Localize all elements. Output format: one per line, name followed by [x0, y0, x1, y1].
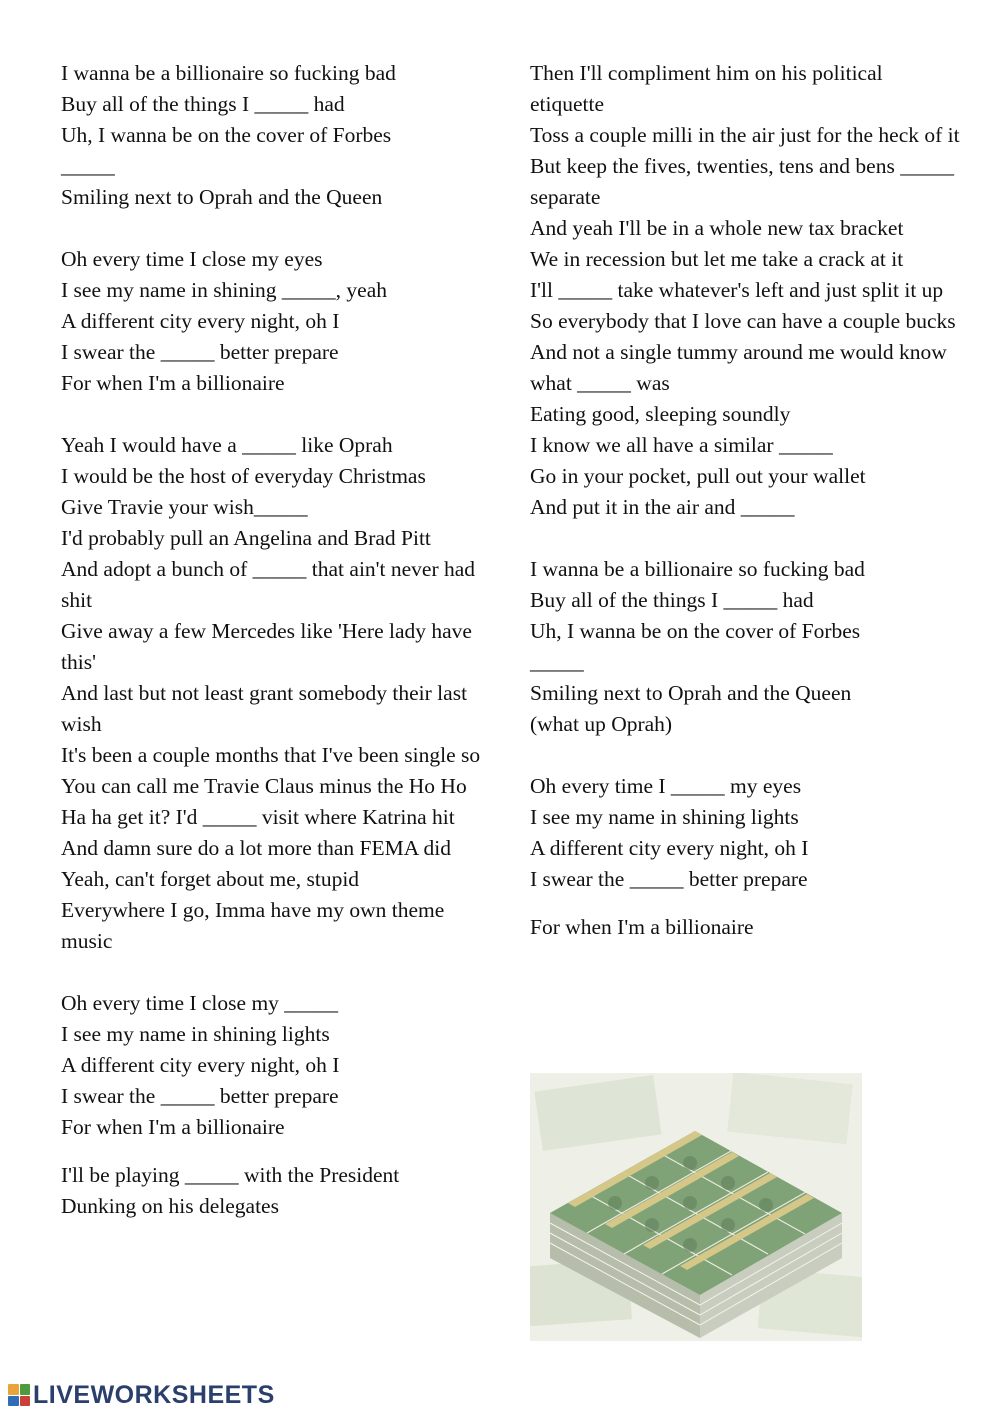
lyric-line: You can call me Travie Claus minus the Ho Ho	[61, 774, 467, 798]
right-lyrics-column	[530, 58, 960, 943]
logo-text: LIVEWORKSHEETS	[33, 1380, 275, 1409]
lyric-line: And yeah I'll be in a whole new tax bracket	[530, 216, 904, 240]
lyric-line: I wanna be a billionaire so fucking bad	[61, 61, 396, 85]
lyric-line: Ha ha get it? I'd _____ visit where Katrina hit	[61, 805, 455, 829]
lyric-line: And adopt a bunch of _____ that ain't never had shit	[61, 557, 476, 612]
lyric-line: I swear the _____ better prepare	[530, 867, 808, 891]
lyrics-stanza	[61, 58, 481, 213]
lyric-line: I see my name in shining lights	[530, 805, 799, 829]
lyric-line: Smiling next to Oprah and the Queen	[530, 681, 852, 705]
lyrics-stanza	[530, 771, 960, 895]
lyric-line: A different city every night, oh I	[530, 836, 809, 860]
lyric-line: I see my name in shining lights	[61, 1022, 330, 1046]
lyrics-stanza	[61, 244, 481, 399]
lyric-line: Smiling next to Oprah and the Queen	[61, 185, 383, 209]
lyrics-stanza	[61, 1160, 481, 1222]
lyric-line: Buy all of the things I _____ had	[530, 588, 814, 612]
left-lyrics-column	[61, 58, 481, 1222]
lyric-line: We in recession but let me take a crack at it	[530, 247, 904, 271]
lyric-line: Uh, I wanna be on the cover of Forbes	[61, 123, 392, 147]
lyric-line: For when I'm a billionaire	[61, 371, 285, 395]
lyric-line: Buy all of the things I _____ had	[61, 92, 345, 116]
lyrics-stanza	[61, 988, 481, 1143]
lyric-line: Oh every time I close my eyes	[61, 247, 323, 271]
lyric-line: For when I'm a billionaire	[530, 915, 754, 939]
lyric-line: I would be the host of everyday Christmas	[61, 464, 426, 488]
lyric-line: I swear the _____ better prepare	[61, 340, 339, 364]
lyric-line: Give Travie your wish_____	[61, 495, 308, 519]
lyric-line: But keep the fives, twenties, tens and bens _____ separate	[530, 154, 954, 209]
lyric-line: Yeah, can't forget about me, stupid	[61, 867, 360, 891]
lyric-line: And not a single tummy around me would know what _____ was	[530, 340, 947, 395]
lyric-line: And damn sure do a lot more than FEMA did	[61, 836, 451, 860]
lyric-line: A different city every night, oh I	[61, 309, 340, 333]
lyric-line: Oh every time I _____ my eyes	[530, 774, 802, 798]
lyric-line: _____	[61, 154, 115, 178]
lyric-line: Toss a couple milli in the air just for the heck of it	[530, 123, 960, 147]
lyric-line: Go in your pocket, pull out your wallet	[530, 464, 866, 488]
lyric-line: Eating good, sleeping soundly	[530, 402, 791, 426]
footer-logo[interactable]	[8, 1380, 275, 1410]
lyric-line: I wanna be a billionaire so fucking bad	[530, 557, 865, 581]
lyric-line: And put it in the air and _____	[530, 495, 795, 519]
lyric-line: Uh, I wanna be on the cover of Forbes	[530, 619, 861, 643]
lyrics-stanza	[61, 430, 481, 957]
lyric-line: I'll be playing _____ with the President	[61, 1163, 400, 1187]
lyric-line: A different city every night, oh I	[61, 1053, 340, 1077]
lyrics-stanza	[530, 554, 960, 740]
lyrics-stanza	[530, 58, 960, 523]
lyric-line: Give away a few Mercedes like 'Here lady have this'	[61, 619, 472, 674]
lyric-line: And last but not least grant somebody their last wish	[61, 681, 468, 736]
lyric-line: Everywhere I go, Imma have my own theme music	[61, 898, 445, 953]
lyric-line: I'd probably pull an Angelina and Brad Pitt	[61, 526, 431, 550]
lyric-line: I know we all have a similar _____	[530, 433, 833, 457]
lyric-line: It's been a couple months that I've been single so	[61, 743, 481, 767]
lyrics-stanza	[530, 912, 960, 943]
money-stack-image	[530, 1073, 862, 1341]
lyric-line: I'll _____ take whatever's left and just split it up	[530, 278, 944, 302]
lyric-line: Yeah I would have a _____ like Oprah	[61, 433, 393, 457]
lyric-line: So everybody that I love can have a couple bucks	[530, 309, 956, 333]
lyric-line: For when I'm a billionaire	[61, 1115, 285, 1139]
lyric-line: Then I'll compliment him on his political etiquette	[530, 61, 883, 116]
lyric-line: Oh every time I close my _____	[61, 991, 339, 1015]
logo-badge-icon	[8, 1384, 30, 1406]
lyric-line: I swear the _____ better prepare	[61, 1084, 339, 1108]
lyric-line: (what up Oprah)	[530, 712, 673, 736]
lyric-line: I see my name in shining _____, yeah	[61, 278, 388, 302]
lyric-line: _____	[530, 650, 584, 674]
lyric-line: Dunking on his delegates	[61, 1194, 279, 1218]
